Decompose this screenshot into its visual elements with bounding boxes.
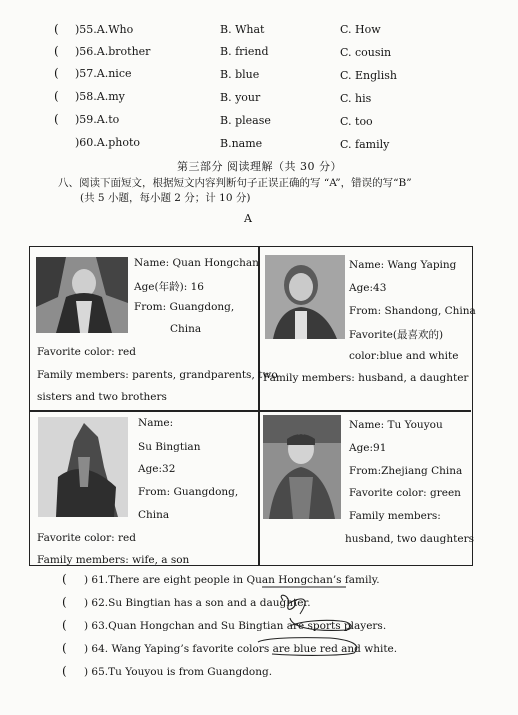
profile-family: Family members: wife, a son [37, 554, 190, 566]
profile-from: From: Guangdong, [138, 486, 239, 498]
section-instruction-scoring: (共 5 小题，每小题 2 分；计 10 分) [80, 192, 251, 204]
profile-from: From: Shandong, China [349, 305, 476, 317]
profile-favorite: Favorite(最喜欢的) [349, 329, 444, 341]
profile-family: Family members: [349, 510, 441, 522]
profile-color: color:blue and white [349, 350, 459, 362]
profile-age: Age:32 [138, 463, 176, 475]
option-b: B. What [220, 23, 265, 36]
profile-from: From: Guangdong, [134, 301, 235, 313]
answer-paren: ( [54, 44, 59, 58]
option-b: B. friend [220, 45, 269, 58]
option-b: B.name [220, 137, 263, 150]
question-61: ) 61.There are eight people in Quan Hongchan’s family. [84, 574, 380, 586]
profile-name-label: Name: [138, 417, 174, 429]
profile-color: Favorite color: green [349, 487, 461, 499]
passage-label: A [244, 212, 252, 225]
option-b: B. please [220, 114, 271, 127]
profile-name: Name: Quan Hongchan [134, 257, 259, 269]
option-a: )57.A.nice [75, 67, 132, 80]
answer-paren: ( [54, 66, 59, 80]
option-c: C. his [340, 92, 372, 105]
question-65: ) 65.Tu Youyou is from Guangdong. [84, 666, 273, 678]
option-c: C. cousin [340, 46, 392, 59]
answer-paren: ( [54, 89, 59, 103]
profile-name: Su Bingtian [138, 441, 201, 453]
answer-paren[interactable]: ( [62, 595, 67, 609]
question-62: ) 62.Su Bingtian has a son and a daughter. [84, 597, 311, 609]
section-instruction: 八、阅读下面短文，根据短文内容判断句子正误正确的写 “A”，错误的写“B” [58, 177, 412, 189]
answer-paren: ( [54, 22, 59, 36]
profile-family: Family members: parents, grandparents, two [37, 369, 278, 381]
profile-from: From:Zhejiang China [349, 465, 463, 477]
option-b: B. your [220, 91, 261, 104]
profile-family-cont: sisters and two brothers [37, 391, 167, 403]
profile-name: Name: Tu Youyou [349, 419, 443, 431]
option-b: B. blue [220, 68, 260, 81]
option-a: )55.A.Who [75, 23, 134, 36]
answer-paren[interactable]: ( [62, 572, 67, 586]
option-c: C. too [340, 115, 373, 128]
part-title: 第三部分 阅读理解（共 30 分） [177, 160, 342, 173]
profile-age: Age:43 [349, 282, 387, 294]
profile-color: Favorite color: red [37, 532, 136, 544]
option-c: C. How [340, 23, 381, 36]
answer-paren[interactable]: ( [62, 664, 67, 678]
answer-paren[interactable]: ( [62, 641, 67, 655]
option-a: )60.A.photo [75, 136, 141, 149]
option-c: C. family [340, 138, 390, 151]
profile-name: Name: Wang Yaping [349, 259, 457, 271]
question-63: ) 63.Quan Hongchan and Su Bingtian are sports players. [84, 620, 387, 632]
profile-from-country: China [138, 509, 170, 521]
option-c: C. English [340, 69, 397, 82]
answer-paren[interactable]: ( [62, 618, 67, 632]
profile-age: Age(年龄): 16 [134, 281, 204, 293]
profile-color: Favorite color: red [37, 346, 136, 358]
option-a: )58.A.my [75, 90, 125, 103]
option-a: )59.A.to [75, 113, 120, 126]
profile-family-cont: husband, two daughters [345, 533, 474, 545]
option-a: )56.A.brother [75, 45, 151, 58]
profile-from-country: China [170, 323, 202, 335]
question-64: ) 64. Wang Yaping’s favorite colors are blue red and white. [84, 643, 398, 655]
profile-age: Age:91 [349, 442, 387, 454]
answer-paren: ( [54, 112, 59, 126]
profile-family: Family members: husband, a daughter [263, 372, 469, 384]
